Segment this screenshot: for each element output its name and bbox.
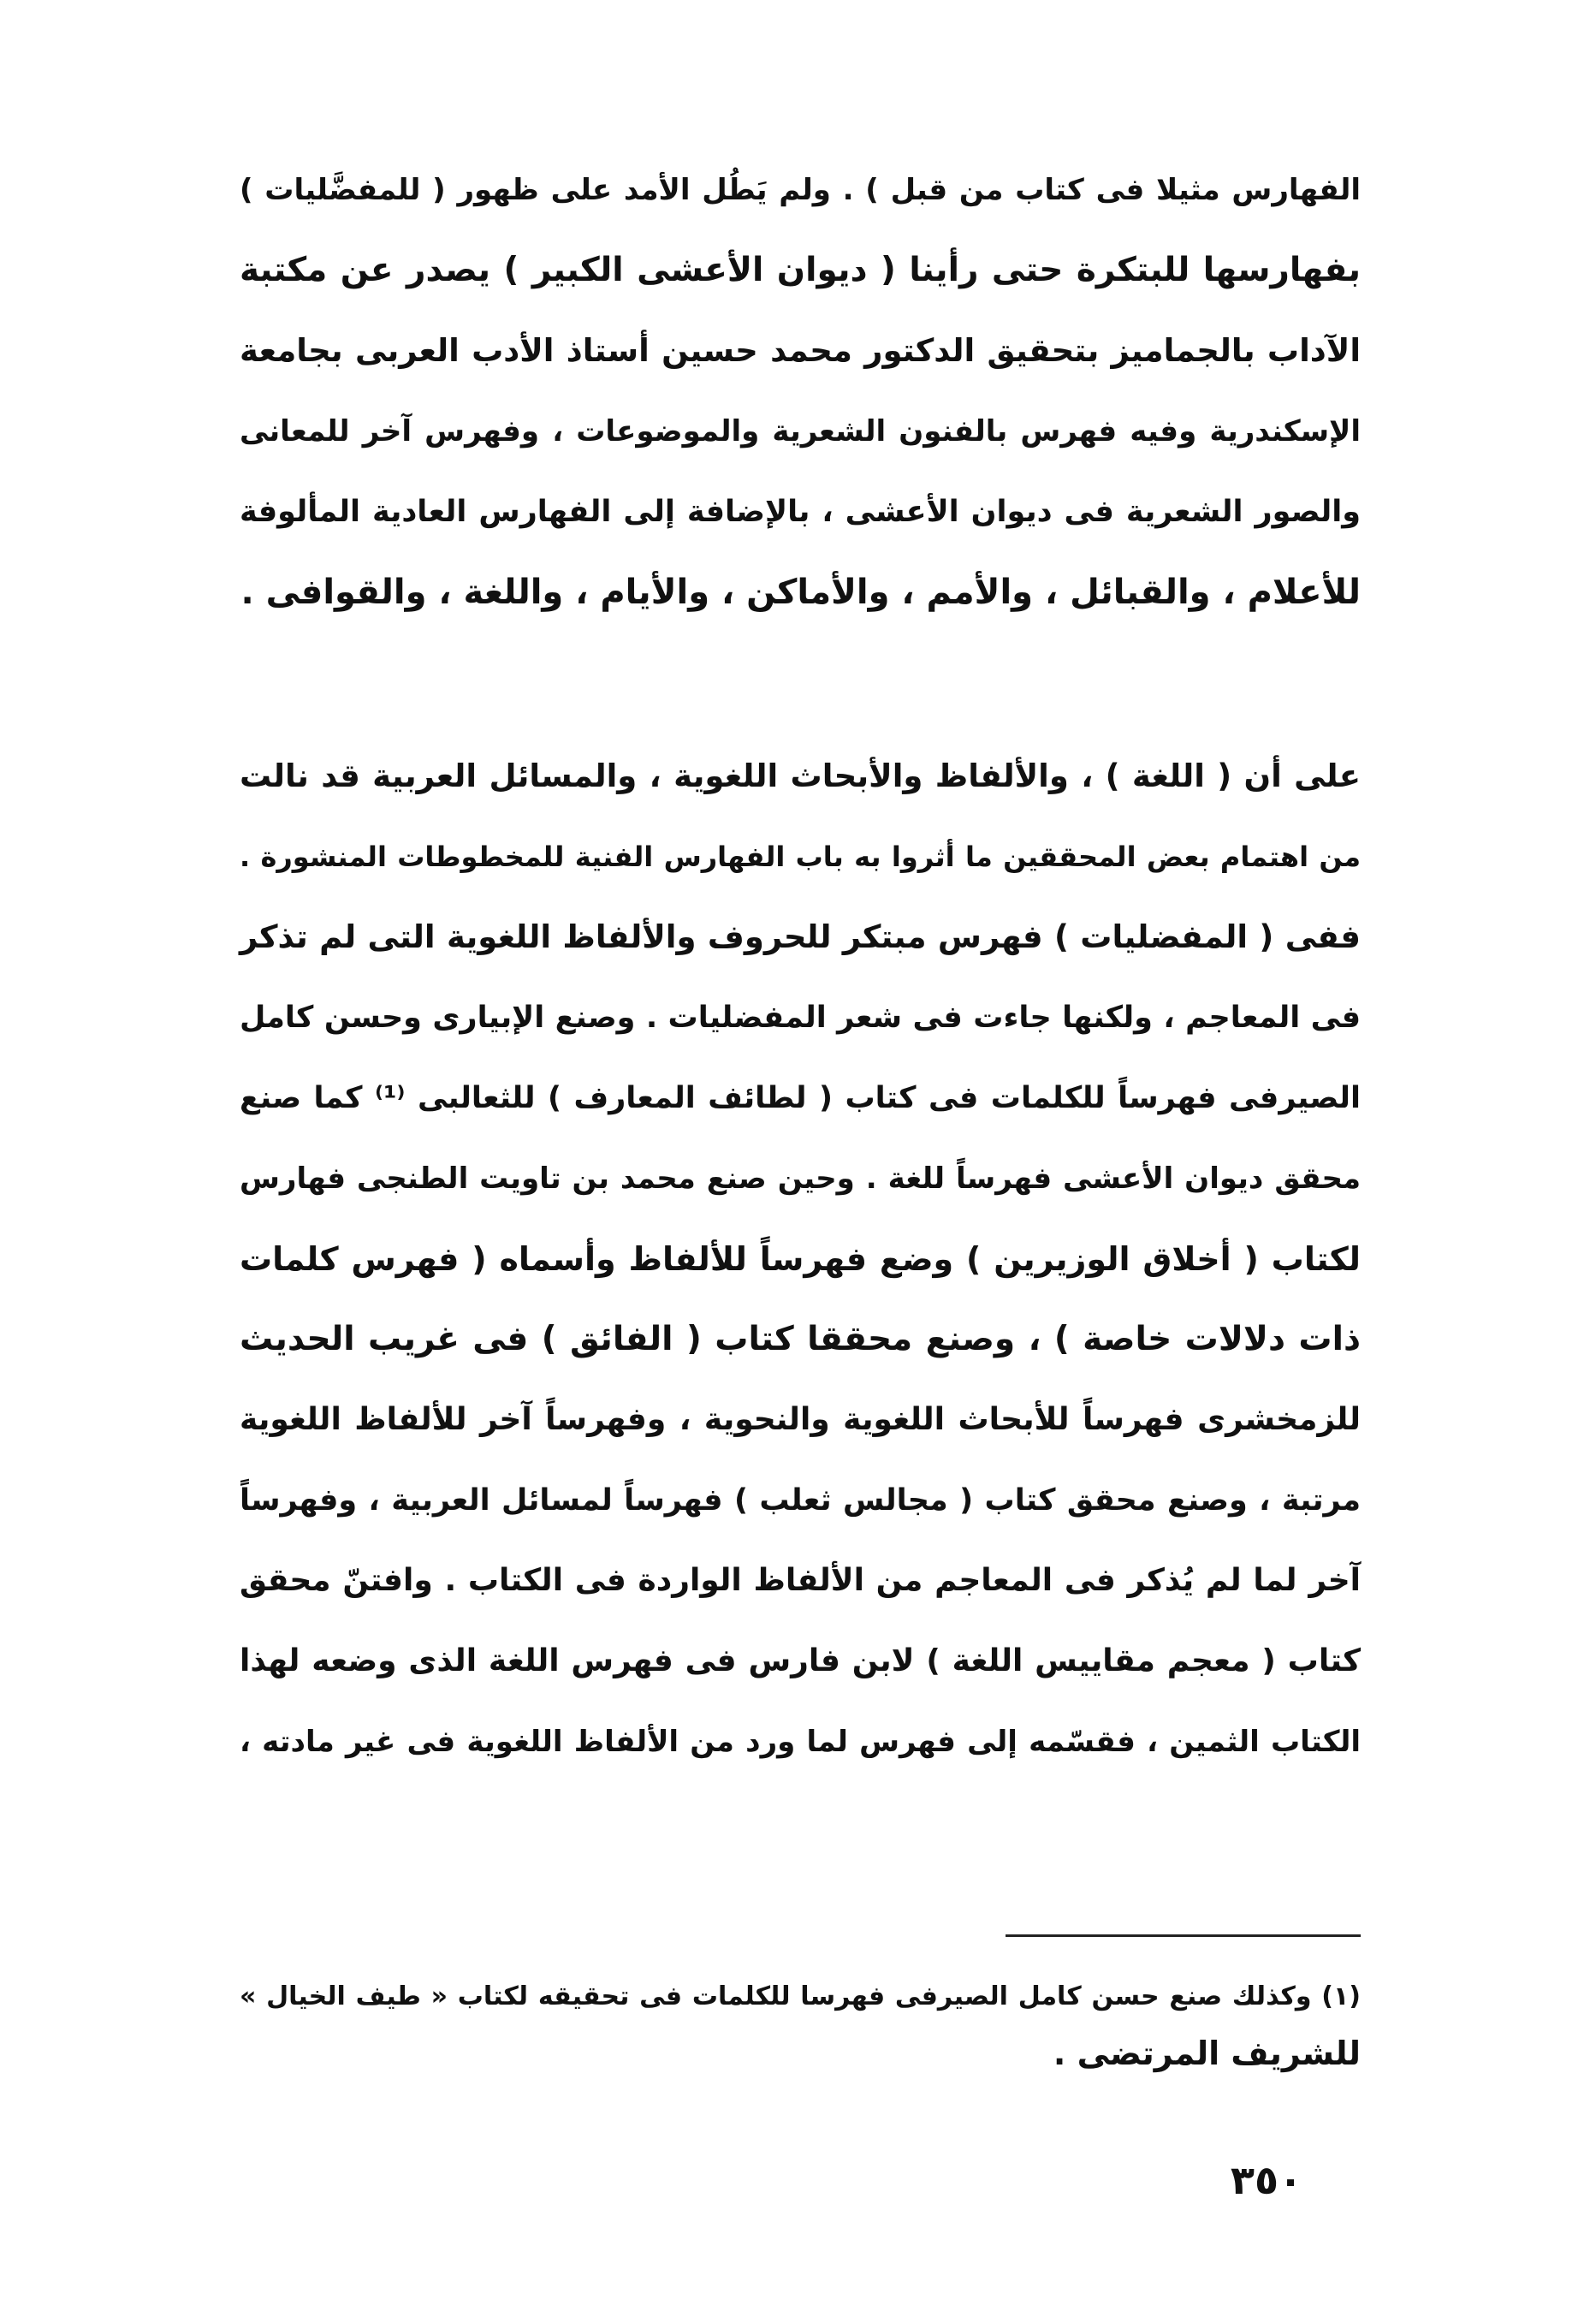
text-line: لكتاب ( أخلاق الوزيرين ) وضع فهرساً للألفاظ وأسماه ( فهرس كلمات (240, 1240, 1361, 1278)
footnote-section (240, 1969, 1361, 2082)
text-line: الكتاب الثمين ، فقسّمه إلى فهرس لما ورد من الألفاظ اللغوية فى غير مادته ، (240, 1725, 1361, 1759)
footnote-line: (١) وكذلك صنع حسن كامل الصيرفى فهرسا للكلمات فى تحقيقه لكتاب « طيف الخيال » (240, 1981, 1361, 2011)
text-line: ففى ( المفضليات ) فهرس مبتكر للحروف والألفاظ اللغوية التى لم تذكر (240, 918, 1361, 955)
text-line: الفهارس مثيلا فى كتاب من قبل ) . ولم يَطُل الأمد على ظهور ( للمفضَّليات ) (240, 173, 1361, 207)
text-line: كتاب ( معجم مقاييس اللغة ) لابن فارس فى فهرس اللغة الذى وضعه لهذا (240, 1643, 1361, 1678)
text-line: آخر لما لم يُذكر فى المعاجم من الألفاظ الواردة فى الكتاب . وافتنّ محقق (240, 1563, 1361, 1598)
footnote-divider (1006, 1934, 1361, 1937)
text-line: على أن ( اللغة ) ، والألفاظ والأبحاث اللغوية ، والمسائل العربية قد نالت (240, 757, 1361, 794)
text-line: بفهارسها للبتكرة حتى رأينا ( ديوان الأعشى الكبير ) يصدر عن مكتبة (240, 251, 1361, 289)
text-line: الصيرفى فهرساً للكلمات فى كتاب ( لطائف المعارف ) للثعالبى ⁽¹⁾ كما صنع (240, 1081, 1362, 1115)
text-line: والصور الشعرية فى ديوان الأعشى ، بالإضافة إلى الفهارس العادية المألوفة (240, 495, 1361, 529)
text-line: الآداب بالجماميز بتحقيق الدكتور محمد حسين أستاذ الأدب العربى بجامعة (240, 332, 1361, 369)
text-line: مرتبة ، وصنع محقق كتاب ( مجالس ثعلب ) فهرساً لمسائل العربية ، وفهرساً (240, 1483, 1361, 1518)
text-line: من اهتمام بعض المحققين ما أثروا به باب الفهارس الفنية للمخطوطات المنشورة . (240, 841, 1361, 873)
paragraph-2 (240, 736, 1361, 1782)
text-line: محقق ديوان الأعشى فهرساً للغة . وحين صنع محمد بن تاويت الطنجى فهارس (240, 1161, 1361, 1196)
page-number: ٣٥٠ (1230, 2157, 1303, 2203)
text-line: ذات دلالات خاصة ) ، وصنع محققا كتاب ( الفائق ) فى غريب الحديث (240, 1320, 1361, 1358)
text-line: للأعلام ، والقبائل ، والأمم ، والأماكن ، والأيام ، واللغة ، والقوافى . (240, 573, 1361, 612)
footnote-line: للشريف المرتضى . (1053, 2035, 1361, 2072)
text-line: فى المعاجم ، ولكنها جاءت فى شعر المفضليات . وصنع الإبيارى وحسن كامل (240, 1001, 1361, 1035)
text-line: للزمخشرى فهرساً للأبحاث اللغوية والنحوية ، وفهرساً آخر للألفاظ اللغوية (240, 1402, 1361, 1437)
paragraph-1 (240, 150, 1361, 633)
text-line: الإسكندرية وفيه فهرس بالفنون الشعرية والموضوعات ، وفهرس آخر للمعانى (240, 414, 1361, 449)
